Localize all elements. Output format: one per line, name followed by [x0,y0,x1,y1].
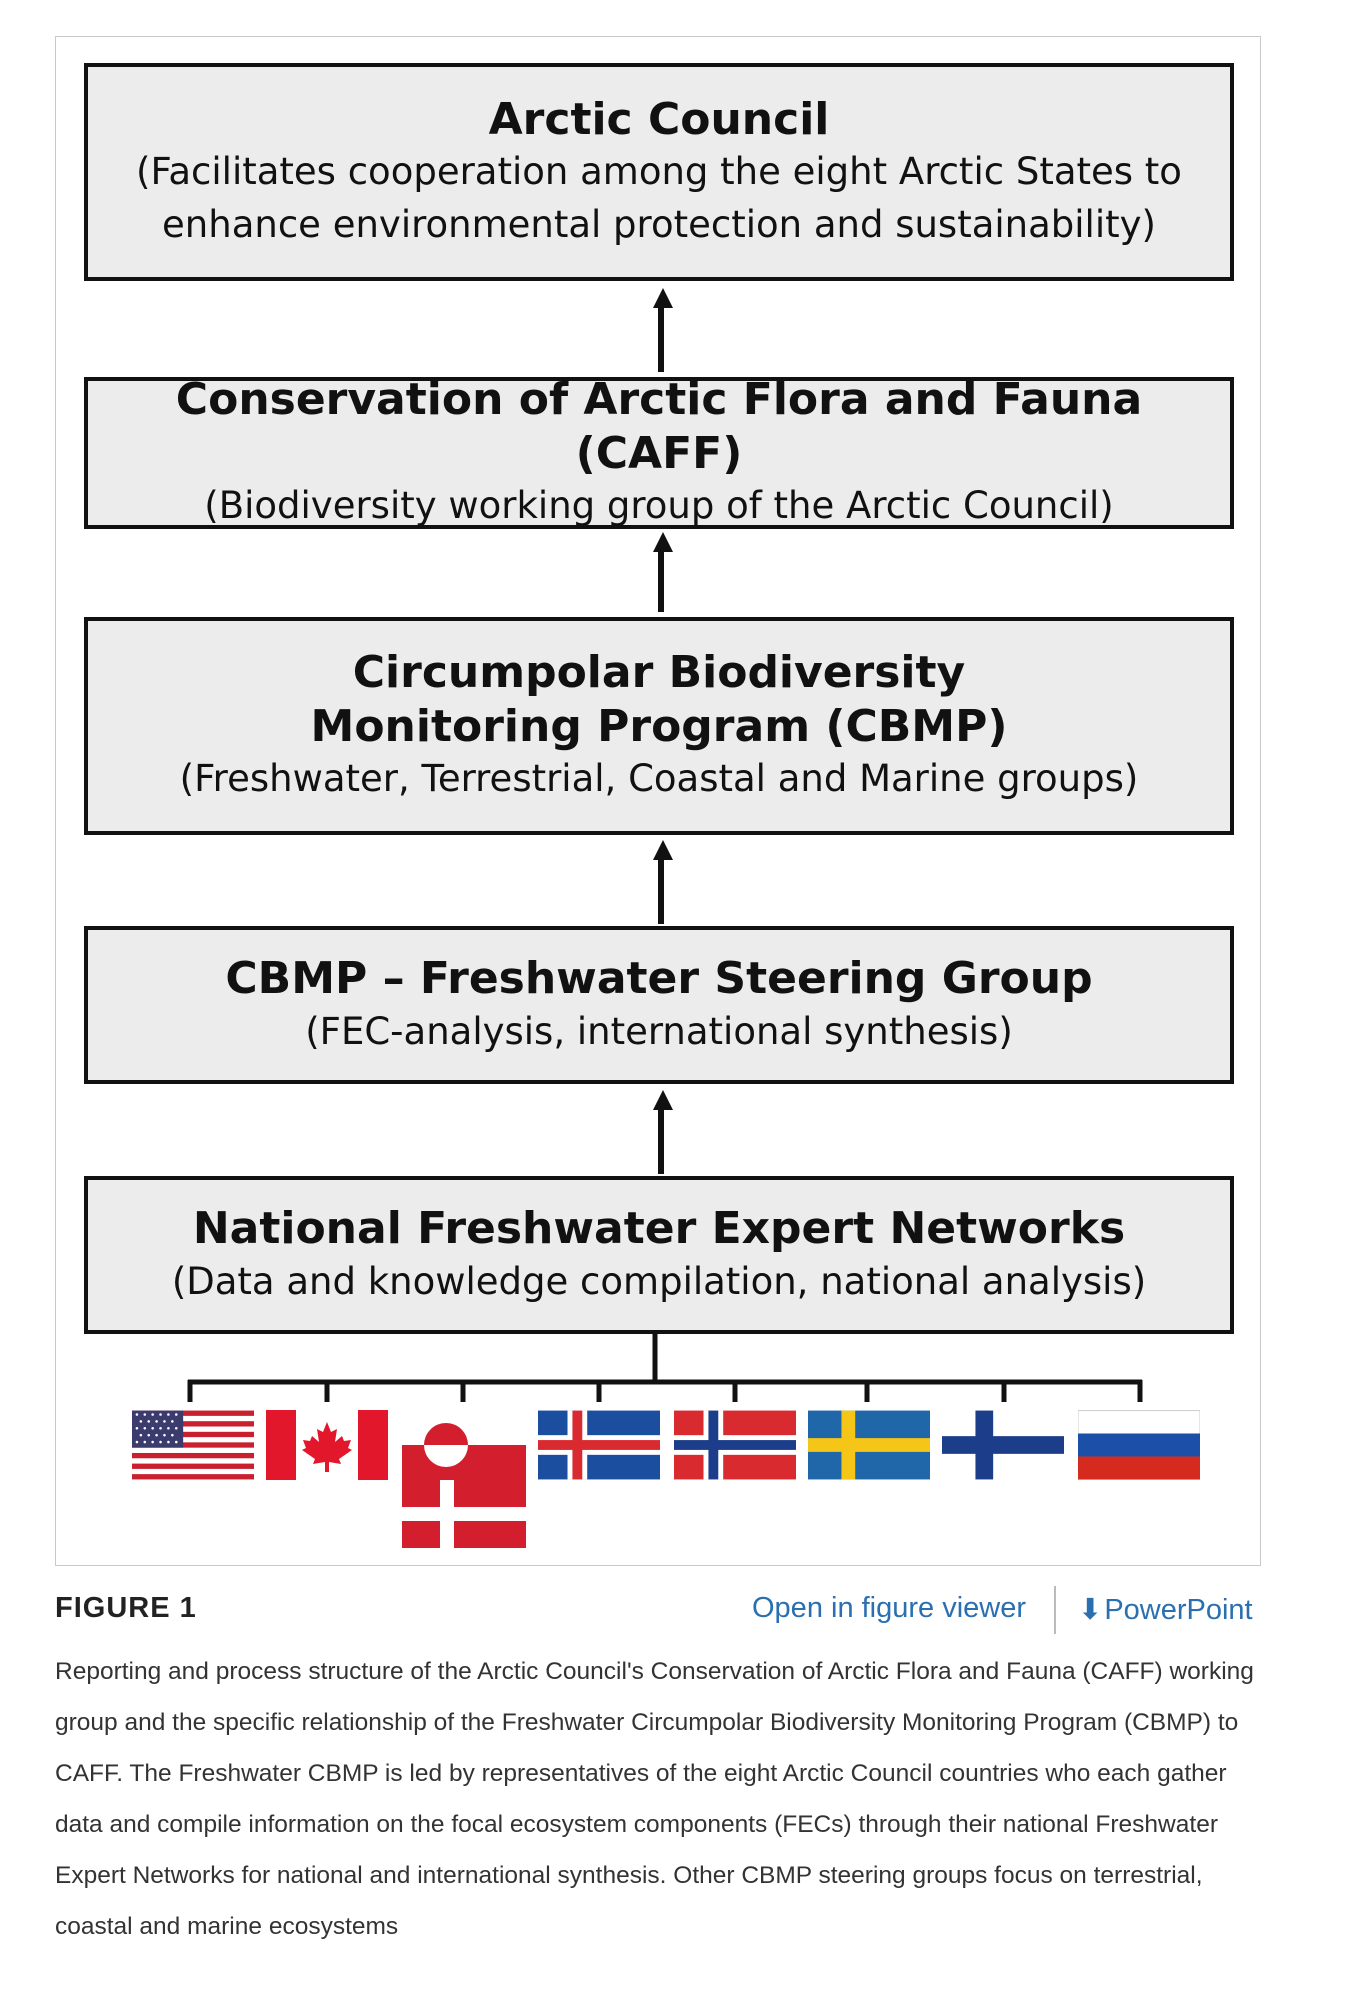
cbmp-title-line2: Monitoring Program (CBMP) [310,700,1008,752]
cbmp-title-line1: Circumpolar Biodiversity [352,647,966,699]
arctic-council-desc-line2: enhance environmental protection and sustainability) [162,202,1156,246]
sweden-flag [808,1410,930,1480]
greenland-denmark-flag [402,1410,526,1548]
usa-flag [132,1410,254,1480]
canada-flag [266,1410,388,1480]
open-figure-viewer-link[interactable]: Open in figure viewer [752,1592,1027,1624]
national-networks-desc: (Data and knowledge compilation, national analysis) [171,1259,1147,1303]
finland-flag [942,1410,1064,1480]
iceland-flag [538,1410,660,1480]
download-icon: ⬇ [1078,1594,1103,1626]
figure-label: FIGURE 1 [55,1592,197,1624]
national-networks-title: National Freshwater Expert Networks [192,1202,1126,1254]
russia-flag [1078,1410,1200,1480]
figure-caption-text: Reporting and process structure of the Arctic Council's Conservation of Arctic Flora and Fauna (CAFF) working group and the specific relationship of the Freshwater Circumpolar Biodiversity Monitoring Program (CBMP) to CAFF. The Freshwater CBMP is led by representatives of the eight Arctic Council countries who each gather data and compile information on the focal ecosystem components (FECs) through their national Freshwater Expert Networks for national and international synthesis. Other CBMP steering groups focus on terrestrial, coastal and marine ecosystems [55,1658,1254,1940]
powerpoint-download-link[interactable] [1078,1592,1253,1627]
steering-group-title: CBMP – Freshwater Steering Group [225,952,1093,1004]
powerpoint-label: PowerPoint [1104,1594,1253,1626]
norway-flag [674,1410,796,1480]
figure-caption-bar [55,1586,1265,1632]
caff-desc: (Biodiversity working group of the Arctic Council) [204,484,1114,528]
arctic-council-title: Arctic Council [488,93,830,145]
steering-group-desc: (FEC-analysis, international synthesis) [305,1009,1013,1053]
arctic-council-desc-line1: (Facilitates cooperation among the eight Arctic States to [136,150,1182,194]
caff-title: Conservation of Arctic Flora and Fauna (CAFF) [175,374,1143,479]
link-separator [1054,1586,1056,1634]
cbmp-desc: (Freshwater, Terrestrial, Coastal and Marine groups) [179,757,1139,801]
